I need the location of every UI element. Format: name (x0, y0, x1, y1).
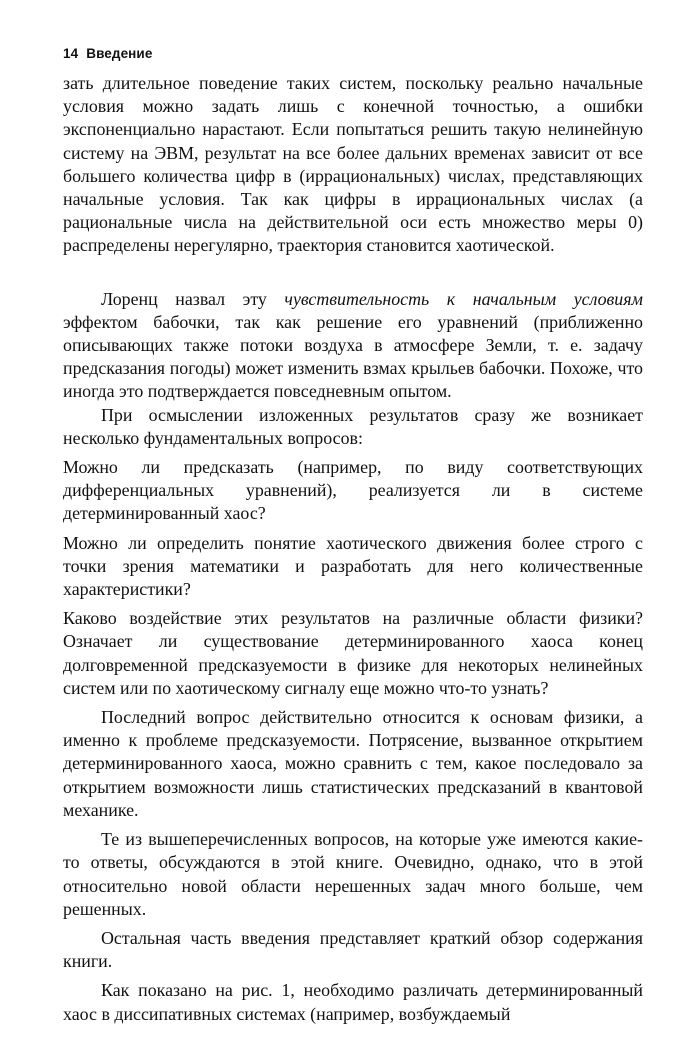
paragraph-2-start: Лоренц назвал эту (101, 288, 285, 309)
running-head (63, 46, 643, 61)
paragraph-2-emphasis: чувствительность к начальным условиям (284, 288, 643, 309)
section-title: Введение (86, 46, 153, 61)
question-3: Каково воздействие этих результатов на различные области физики? Означает ли существование детерминированного хаоса конец долговременной предсказуемости в физике для некоторых нелинейных систем или по хаотическому сигналу еще можно что-то узнать? (63, 608, 643, 698)
question-1: Можно ли предсказать (например, по виду соответствующих дифференциальных уравнений), реализуется ли в системе детерминированный хаос? (63, 457, 643, 524)
paragraph-6: Остальная часть введения представляет краткий обзор содержания книги. (63, 927, 643, 972)
paragraph-2 (63, 288, 643, 404)
paragraph-7: Как показано на рис. 1, необходимо различать детерминированный хаос в диссипативных системах (например, возбуждаемый (63, 980, 643, 1024)
paragraph-1: зать длительное поведение таких систем, поскольку реально начальные условия можно задать лишь с конечной точностью, а ошибки экспоненциально нарастают. Если попытаться решить такую нелинейную систему на ЭВМ, результат на все более дальних временах зависит от все большего количества цифр в (иррациональных) числах, представляющих начальные условия. Так как цифры в иррациональных числах (а рациональные числа на действительной оси есть множество меры 0) распределены нерегулярно, траектория становится хаотической. (63, 73, 643, 256)
paragraph-2-end: эффектом бабочки, так как решение его уравнений (приближенно описывающих также потоки воздуха в атмосфере Земли, т. е. задачу предсказания погоды) может изменить взмах крыльев бабочки. Похоже, что иногда это подтверждается повседневным опытом. (63, 311, 643, 402)
paragraph-3: При осмыслении изложенных результатов сразу же возникает несколько фундаментальных вопросов: (63, 404, 643, 448)
book-page (63, 46, 643, 1026)
paragraph-5: Те из вышеперечисленных вопросов, на которые уже имеются какие-то ответы, обсуждаются в этой книге. Очевидно, однако, что в этой относительно новой области нерешенных задач много больше, чем решенных. (63, 829, 643, 919)
question-2: Можно ли определить понятие хаотического движения более строго с точки зрения математики и разработать для него количественные характеристики? (63, 532, 643, 600)
page-number: 14 (63, 46, 79, 61)
body-text (63, 72, 643, 1026)
paragraph-4: Последний вопрос действительно относится к основам физики, а именно к проблеме предсказуемости. Потрясение, вызванное открытием детерминированного хаоса, можно сравнить с тем, какое последовало за открытием возможности лишь статистических предсказаний в квантовой механике. (63, 707, 643, 820)
